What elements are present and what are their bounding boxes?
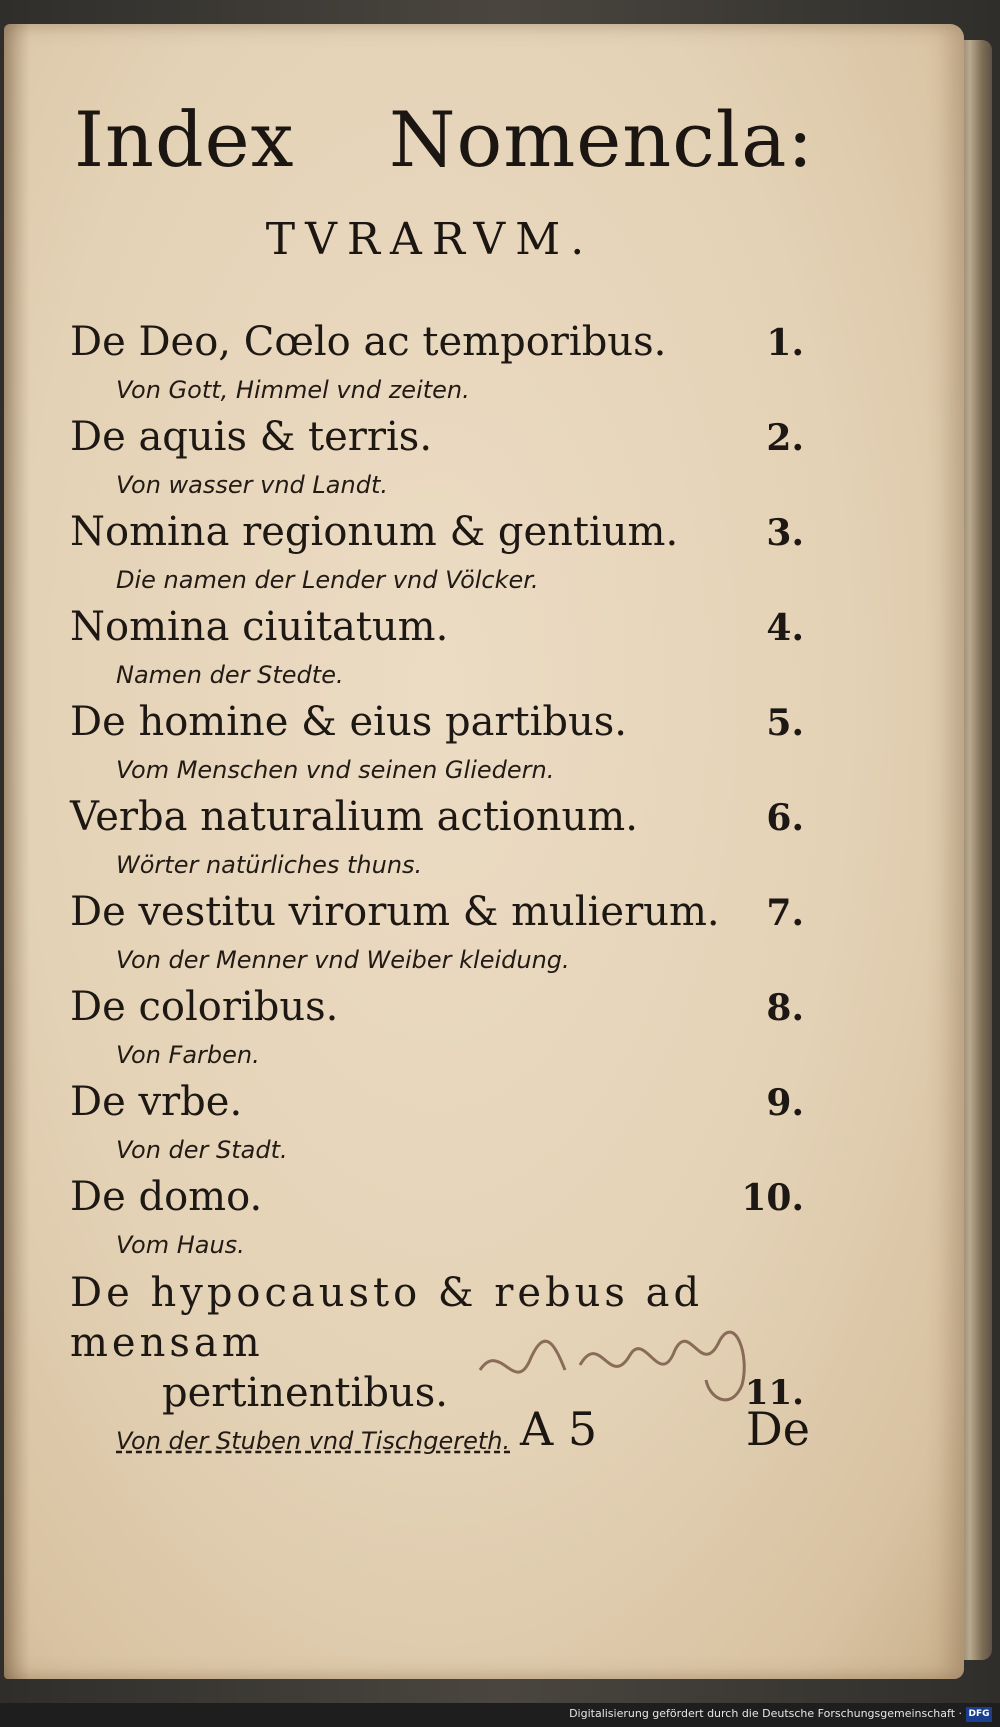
latin-heading-row [70, 888, 810, 937]
latin-heading-line-2: pertinentibus. [162, 1370, 448, 1416]
chapter-number: 7. [766, 892, 804, 934]
latin-heading-row [70, 1078, 810, 1127]
latin-heading-row [70, 793, 810, 842]
latin-heading-row [70, 318, 810, 367]
chapter-number: 8. [766, 987, 804, 1029]
title-word-nomencla: Nomencla: [388, 95, 814, 184]
german-translation: Die namen der Lender vnd Völcker. [116, 566, 539, 594]
page-title-line-2: TVRARVM. [265, 214, 595, 265]
latin-heading-row [70, 413, 810, 462]
german-translation: Von der Stuben vnd Tischgereth. [116, 1427, 511, 1455]
latin-heading: De coloribus. [70, 984, 339, 1030]
latin-heading: Nomina ciuitatum. [70, 604, 449, 650]
latin-heading-row [70, 983, 810, 1032]
german-translation: Wörter natürliches thuns. [116, 851, 423, 879]
index-entry [70, 1173, 810, 1268]
latin-heading: Nomina regionum & gentium. [70, 509, 679, 555]
latin-heading: De vrbe. [70, 1079, 243, 1125]
latin-heading-row [70, 603, 810, 652]
latin-heading: De domo. [70, 1174, 263, 1220]
chapter-number: 6. [766, 797, 804, 839]
latin-heading-line-1: De hypocausto & rebus ad mensam [70, 1270, 704, 1366]
chapter-number: 10. [741, 1177, 804, 1219]
latin-heading: De Deo, Cœlo ac temporibus. [70, 319, 667, 365]
latin-heading-row [70, 508, 810, 557]
dfg-logo: DFG [966, 1707, 992, 1722]
german-translation: Namen der Stedte. [116, 661, 344, 689]
index-entry [70, 603, 810, 698]
chapter-number: 1. [766, 322, 804, 364]
index-entry [70, 318, 810, 413]
chapter-number: 9. [766, 1082, 804, 1124]
index-entry [70, 508, 810, 603]
chapter-number: 11. [744, 1373, 804, 1413]
latin-heading: Verba naturalium actionum. [70, 794, 638, 840]
chapter-number: 2. [766, 417, 804, 459]
latin-heading: De homine & eius partibus. [70, 699, 628, 745]
page-footer [520, 1402, 810, 1456]
german-translation: Von der Menner vnd Weiber kleidung. [116, 946, 570, 974]
german-translation: Von der Stadt. [116, 1136, 288, 1164]
german-translation: Von wasser vnd Landt. [116, 471, 388, 499]
catchword: De [745, 1402, 810, 1456]
german-translation: Von Gott, Himmel vnd zeiten. [116, 376, 470, 404]
index-entry [70, 793, 810, 888]
page-title-line-1 [74, 95, 814, 185]
german-translation: Vom Haus. [116, 1231, 245, 1259]
latin-heading: De vestitu virorum & mulierum. [70, 889, 720, 935]
index-entries [70, 318, 810, 1464]
latin-heading-row [70, 1173, 810, 1222]
index-entry [70, 698, 810, 793]
index-entry [70, 888, 810, 983]
latin-heading: De aquis & terris. [70, 414, 433, 460]
latin-heading-row [70, 698, 810, 747]
chapter-number: 4. [766, 607, 804, 649]
signature-mark: A 5 [520, 1402, 598, 1456]
digitization-credit: Digitalisierung gefördert durch die Deutsche Forschungsgemeinschaft · [569, 1707, 962, 1720]
chapter-number: 5. [766, 702, 804, 744]
index-entry [70, 1078, 810, 1173]
gutter-shadow [4, 24, 30, 1679]
title-word-index: Index [74, 95, 295, 184]
chapter-number: 3. [766, 512, 804, 554]
index-entry [70, 983, 810, 1078]
german-translation: Von Farben. [116, 1041, 260, 1069]
german-translation: Vom Menschen vnd seinen Gliedern. [116, 756, 555, 784]
index-entry [70, 413, 810, 508]
